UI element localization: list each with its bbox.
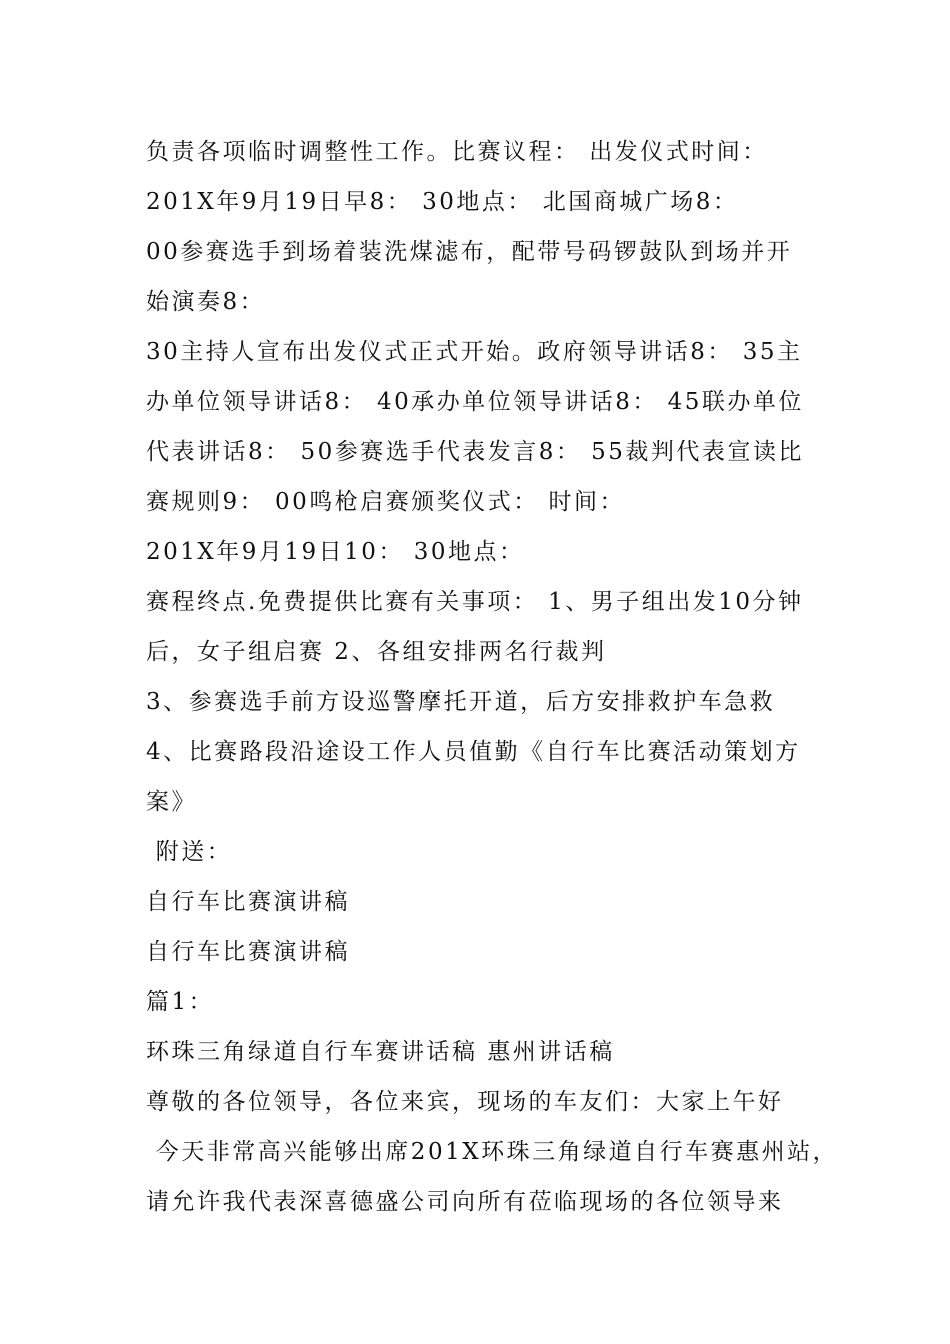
text-line: 请允许我代表深喜德盛公司向所有莅临现场的各位领导来 — [146, 1189, 784, 1215]
text-line: 201X年9月19日10： 30地点： — [146, 539, 525, 565]
text-line: 案》 — [146, 789, 197, 815]
text-line: 201X年9月19日早8： 30地点： 北国商城广场8： — [146, 189, 739, 215]
text-line: 负责各项临时调整性工作。比赛议程： 出发仪式时间： — [146, 139, 768, 165]
text-line: 篇1： — [146, 989, 215, 1015]
text-line: 赛程终点.免费提供比赛有关事项： 1、男子组出发10分钟 — [146, 589, 804, 615]
text-line: 4、比赛路段沿途设工作人员值勤《自行车比赛活动策划方 — [146, 739, 801, 765]
text-line: 自行车比赛演讲稿 — [146, 889, 350, 915]
text-line: 环珠三角绿道自行车赛讲话稿 惠州讲话稿 — [146, 1039, 615, 1065]
text-line: 后，女子组启赛 2、各组安排两名行裁判 — [146, 639, 607, 665]
text-line: 办单位领导讲话8： 40承办单位领导讲话8： 45联办单位 — [146, 389, 804, 415]
text-line: 00参赛选手到场着装洗煤滤布，配带号码锣鼓队到场并开 — [146, 239, 793, 265]
text-line: 3、参赛选手前方设巡警摩托开道，后方安排救护车急救 — [146, 689, 776, 715]
text-line: 尊敬的各位领导，各位来宾，现场的车友们：大家上午好 — [146, 1089, 784, 1115]
document-body — [146, 131, 839, 1231]
text-line: 附送： — [146, 839, 233, 865]
text-line: 始演奏8： — [146, 289, 266, 315]
text-line: 代表讲话8： 50参赛选手代表发言8： 55裁判代表宣读比 — [146, 439, 804, 465]
text-line: 赛规则9： 00鸣枪启赛颁奖仪式： 时间： — [146, 489, 626, 515]
text-line: 今天非常高兴能够出席201X环珠三角绿道自行车赛惠州站， — [146, 1139, 839, 1165]
text-line: 自行车比赛演讲稿 — [146, 939, 350, 965]
text-line: 30主持人宣布出发仪式正式开始。政府领导讲话8： 35主 — [146, 339, 803, 365]
